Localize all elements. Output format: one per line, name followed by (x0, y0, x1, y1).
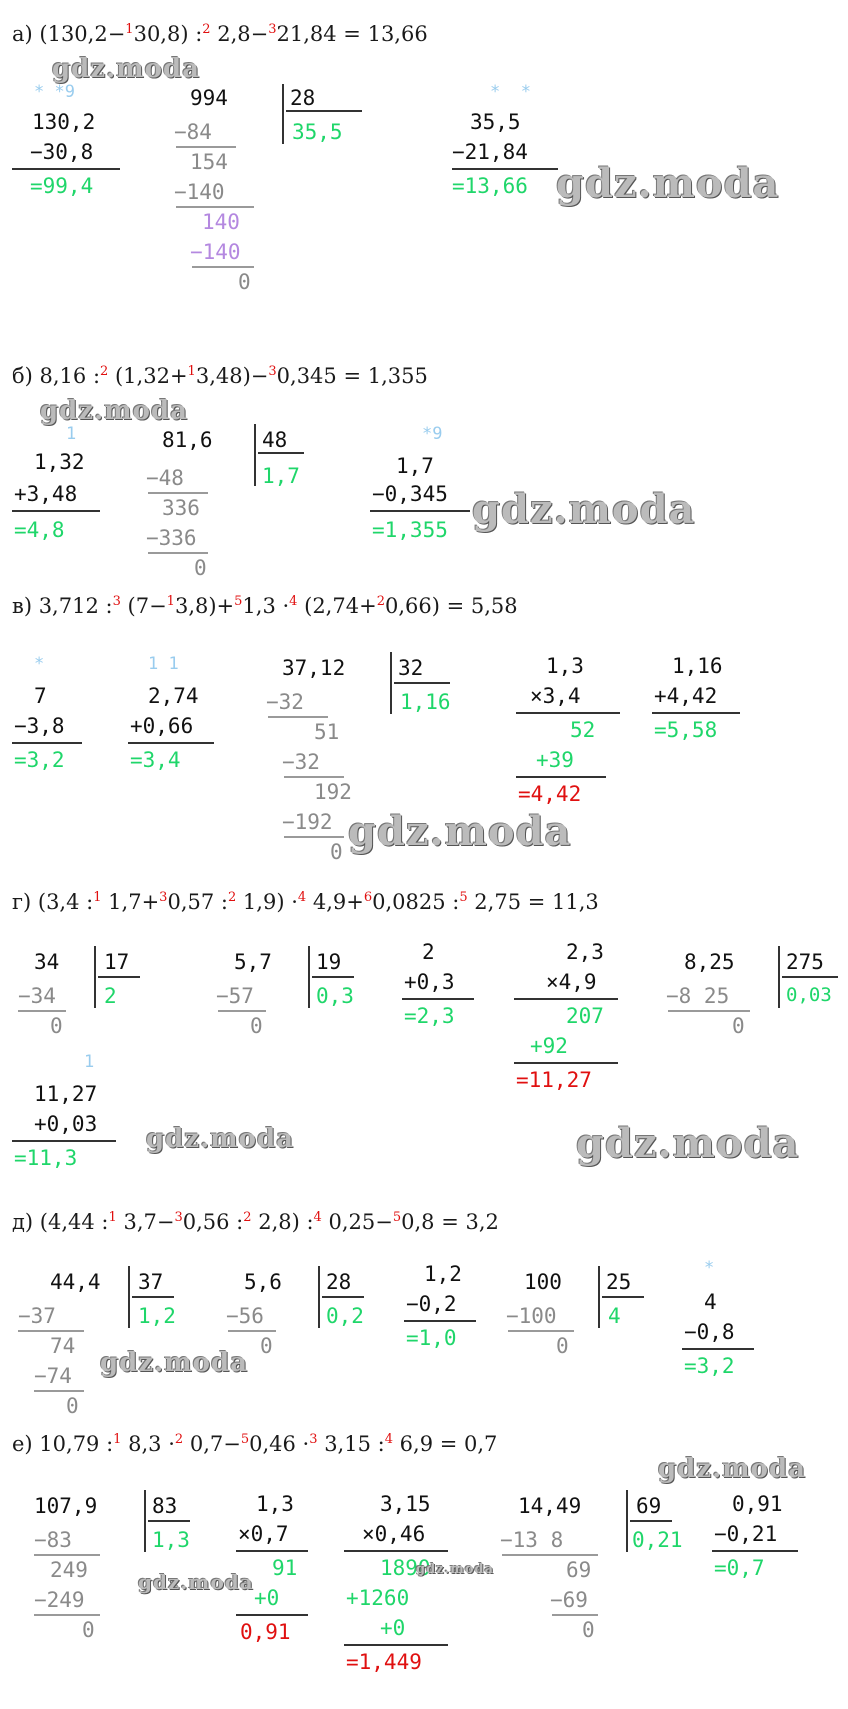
watermark: gdz.moda (52, 54, 201, 84)
division-bar (254, 424, 256, 486)
result-line (12, 510, 100, 512)
division-bar (598, 1266, 600, 1328)
step-line (502, 1554, 598, 1556)
operand: −3,8 (14, 714, 65, 738)
subtrahend: −32 (282, 750, 320, 774)
operand: −0,8 (684, 1320, 735, 1344)
result: =4,8 (14, 518, 65, 542)
result: =11,27 (516, 1068, 592, 1092)
division-bar (390, 652, 392, 714)
step-line (18, 1010, 66, 1012)
result: =11,3 (14, 1146, 78, 1170)
step-line (284, 836, 344, 838)
subtrahend: −140 (174, 180, 225, 204)
carry-marks: 1 1 (148, 654, 179, 674)
step-line (552, 1614, 598, 1616)
step-line (284, 776, 344, 778)
result-line (344, 1550, 448, 1552)
quotient: 0,03 (786, 984, 832, 1006)
subtrahend: −84 (174, 120, 212, 144)
step-line (228, 1330, 276, 1332)
watermark: gdz.moda (658, 1454, 807, 1484)
step-line (218, 1010, 266, 1012)
result: =0,7 (714, 1556, 765, 1580)
carry-marks: 1 (84, 1052, 95, 1072)
quotient: 4 (608, 1304, 621, 1328)
operand: +0,3 (404, 970, 455, 994)
watermark: gdz.moda (138, 1570, 254, 1594)
division-bar (318, 1266, 320, 1328)
result-line (712, 1550, 798, 1552)
step-line (268, 716, 328, 718)
subtrahend: −249 (34, 1588, 85, 1612)
quotient: 35,5 (292, 120, 343, 144)
remainder: 51 (314, 720, 340, 744)
operand: −21,84 (452, 140, 528, 164)
carry-marks: * *9 (34, 82, 75, 102)
result-line (452, 168, 558, 170)
step-line (176, 146, 236, 148)
remainder: 154 (190, 150, 228, 174)
watermark: gdz.moda (556, 160, 780, 207)
step-line (508, 1330, 574, 1332)
remainder: 336 (162, 496, 200, 520)
watermark: gdz.moda (416, 1562, 495, 1577)
divisor: 32 (398, 656, 424, 680)
watermark: gdz.moda (576, 1120, 800, 1167)
remainder: 0 (250, 1014, 263, 1038)
operand: 0,91 (732, 1492, 783, 1516)
remainder: 69 (566, 1558, 592, 1582)
divisor-line (394, 682, 450, 684)
result-line (344, 1644, 448, 1646)
divisor-line (312, 976, 354, 978)
divisor-line (630, 1520, 672, 1522)
operand: ×3,4 (530, 684, 581, 708)
step-line (34, 1554, 100, 1556)
result: =99,4 (30, 174, 94, 198)
divisor: 37 (138, 1270, 164, 1294)
carry-marks: * (704, 1258, 715, 1278)
operand: 2 (422, 940, 435, 964)
quotient: 2 (104, 984, 117, 1008)
operand: 35,5 (470, 110, 521, 134)
divisor: 19 (316, 950, 342, 974)
divisor: 28 (290, 86, 316, 110)
operand: 4 (704, 1290, 717, 1314)
remainder: 74 (50, 1334, 76, 1358)
divisor: 275 (786, 950, 824, 974)
divisor-line (602, 1296, 644, 1298)
operand: 130,2 (32, 110, 96, 134)
step-line (34, 1614, 100, 1616)
remainder: 0 (194, 556, 207, 580)
remainder: 0 (66, 1394, 79, 1418)
equation-e: е) 10,79 :$^1$ 8,3 ·$^2$ 0,7−$^5$0,46 ·$^3$ 3,15 :$^4$ 6,9 = 0,7 (12, 1432, 498, 1456)
watermark: gdz.moda (40, 396, 189, 426)
result-line (12, 742, 82, 744)
divisor-line (98, 976, 140, 978)
dividend: 34 (34, 950, 60, 974)
result: =1,355 (372, 518, 448, 542)
remainder: 0 (556, 1334, 569, 1358)
result: =4,42 (518, 782, 582, 806)
step-line (18, 1330, 84, 1332)
divisor-line (148, 1520, 190, 1522)
step-line (148, 492, 208, 494)
divisor: 17 (104, 950, 130, 974)
quotient: 0,2 (326, 1304, 364, 1328)
equation-d: д) (4,44 :$^1$ 3,7−$^3$0,56 :$^2$ 2,8) :$^4$ 0,25−$^5$0,8 = 3,2 (12, 1210, 499, 1234)
partial-product: +1260 (346, 1586, 410, 1610)
dividend: 5,6 (244, 1270, 282, 1294)
quotient: 1,16 (400, 690, 451, 714)
dividend: 107,9 (34, 1494, 98, 1518)
operand: 2,3 (566, 940, 604, 964)
subtrahend: −56 (226, 1304, 264, 1328)
result-line (404, 1320, 476, 1322)
remainder: 249 (50, 1558, 88, 1582)
quotient: 0,21 (632, 1528, 683, 1552)
operand: ×0,46 (362, 1522, 426, 1546)
watermark: gdz.moda (472, 486, 696, 533)
step-line (176, 206, 254, 208)
carry-marks: * * (490, 82, 531, 102)
remainder: 0 (238, 270, 251, 294)
result-line (236, 1614, 308, 1616)
subtrahend: −192 (282, 810, 333, 834)
dividend: 14,49 (518, 1494, 582, 1518)
subtrahend: −13 8 (500, 1528, 564, 1552)
subtrahend: −140 (190, 240, 241, 264)
equation-v: в) 3,712 :$^3$ (7−$^1$3,8)+$^5$1,3 ·$^4$ (2,74+$^2$0,66) = 5,58 (12, 594, 518, 618)
result: =1,0 (406, 1326, 457, 1350)
partial-product: 207 (566, 1004, 604, 1028)
operand: +0,66 (130, 714, 194, 738)
divisor-line (258, 452, 304, 454)
result: =3,2 (684, 1354, 735, 1378)
division-bar (778, 946, 780, 1008)
result-line (652, 712, 740, 714)
divisor-line (132, 1296, 174, 1298)
result: =1,449 (346, 1650, 422, 1674)
remainder: 0 (732, 1014, 745, 1038)
result-line (402, 998, 474, 1000)
subtrahend: −37 (18, 1304, 56, 1328)
remainder: 0 (582, 1618, 595, 1642)
operand: +4,42 (654, 684, 718, 708)
quotient: 0,3 (316, 984, 354, 1008)
result-line (682, 1348, 754, 1350)
operand: 1,2 (424, 1262, 462, 1286)
subtrahend: −57 (216, 984, 254, 1008)
watermark: gdz.moda (100, 1348, 249, 1378)
operand: 1,7 (396, 454, 434, 478)
subtrahend: −74 (34, 1364, 72, 1388)
result: =3,2 (14, 748, 65, 772)
carry-marks: 1 (66, 424, 77, 444)
result-line (236, 1550, 308, 1552)
division-bar (144, 1490, 146, 1552)
partial-product: +39 (536, 748, 574, 772)
dividend: 8,25 (684, 950, 735, 974)
subtrahend: −48 (146, 466, 184, 490)
dividend: 994 (190, 86, 228, 110)
operand: 1,32 (34, 450, 85, 474)
partial-product: +0 (380, 1616, 406, 1640)
division-bar (94, 946, 96, 1008)
subtrahend: −83 (34, 1528, 72, 1552)
step-line (148, 552, 208, 554)
remainder: 0 (82, 1618, 95, 1642)
divisor-line (286, 110, 362, 112)
divisor: 83 (152, 1494, 178, 1518)
subtrahend: −336 (146, 526, 197, 550)
result-line (128, 742, 214, 744)
divisor-line (322, 1296, 364, 1298)
remainder: 0 (50, 1014, 63, 1038)
step-line (34, 1390, 84, 1392)
division-bar (282, 84, 284, 144)
divisor: 69 (636, 1494, 662, 1518)
result: =13,66 (452, 174, 528, 198)
subtrahend: −34 (18, 984, 56, 1008)
operand: 11,27 (34, 1082, 98, 1106)
result-line (516, 712, 620, 714)
divisor-line (782, 976, 838, 978)
operand: ×0,7 (238, 1522, 289, 1546)
result-line (516, 776, 606, 778)
operand: −0,2 (406, 1292, 457, 1316)
operand: +3,48 (14, 482, 78, 506)
operand: 2,74 (148, 684, 199, 708)
division-bar (626, 1490, 628, 1552)
subtrahend: −100 (506, 1304, 557, 1328)
dividend: 100 (524, 1270, 562, 1294)
result: 0,91 (240, 1620, 291, 1644)
subtrahend: −8 25 (666, 984, 730, 1008)
step-line (192, 266, 254, 268)
watermark: gdz.moda (348, 808, 572, 855)
step-line (668, 1010, 750, 1012)
operand: 1,16 (672, 654, 723, 678)
divisor: 28 (326, 1270, 352, 1294)
result: =3,4 (130, 748, 181, 772)
operand: −30,8 (30, 140, 94, 164)
divisor: 25 (606, 1270, 632, 1294)
remainder: 0 (260, 1334, 273, 1358)
result-line (514, 1062, 618, 1064)
operand: 1,3 (256, 1492, 294, 1516)
operand: −0,21 (714, 1522, 778, 1546)
division-bar (308, 946, 310, 1008)
result-line (514, 998, 618, 1000)
quotient: 1,2 (138, 1304, 176, 1328)
result-line (370, 510, 470, 512)
partial-product: +0 (254, 1586, 280, 1610)
operand: −0,345 (372, 482, 448, 506)
result-line (12, 1140, 116, 1142)
operand: 1,3 (546, 654, 584, 678)
dividend: 37,12 (282, 656, 346, 680)
remainder: 0 (330, 840, 343, 864)
equation-a: а) (130,2−$^1$30,8) :$^2$ 2,8−$^3$21,84 = 13,66 (12, 22, 428, 46)
equation-g: г) (3,4 :$^1$ 1,7+$^3$0,57 :$^2$ 1,9) ·$^4$ 4,9+$^6$0,0825 :$^5$ 2,75 = 11,3 (12, 890, 599, 914)
dividend: 44,4 (50, 1270, 101, 1294)
operand: 7 (34, 684, 47, 708)
divisor: 48 (262, 428, 288, 452)
quotient: 1,7 (262, 464, 300, 488)
partial-product: 1890 (380, 1556, 431, 1580)
operand: ×4,9 (546, 970, 597, 994)
remainder: 140 (202, 210, 240, 234)
remainder: 192 (314, 780, 352, 804)
division-bar (128, 1266, 130, 1328)
quotient: 1,3 (152, 1528, 190, 1552)
result: =5,58 (654, 718, 718, 742)
subtrahend: −32 (266, 690, 304, 714)
carry-marks: * (34, 654, 45, 674)
operand: 3,15 (380, 1492, 431, 1516)
dividend: 5,7 (234, 950, 272, 974)
watermark: gdz.moda (146, 1124, 295, 1154)
carry-marks: *9 (422, 424, 443, 444)
result-line (12, 168, 120, 170)
operand: +0,03 (34, 1112, 98, 1136)
partial-product: +92 (530, 1034, 568, 1058)
partial-product: 52 (570, 718, 596, 742)
result: =2,3 (404, 1004, 455, 1028)
equation-b: б) 8,16 :$^2$ (1,32+$^1$3,48)−$^3$0,345 = 1,355 (12, 364, 428, 388)
subtrahend: −69 (550, 1588, 588, 1612)
partial-product: 91 (272, 1556, 298, 1580)
dividend: 81,6 (162, 428, 213, 452)
